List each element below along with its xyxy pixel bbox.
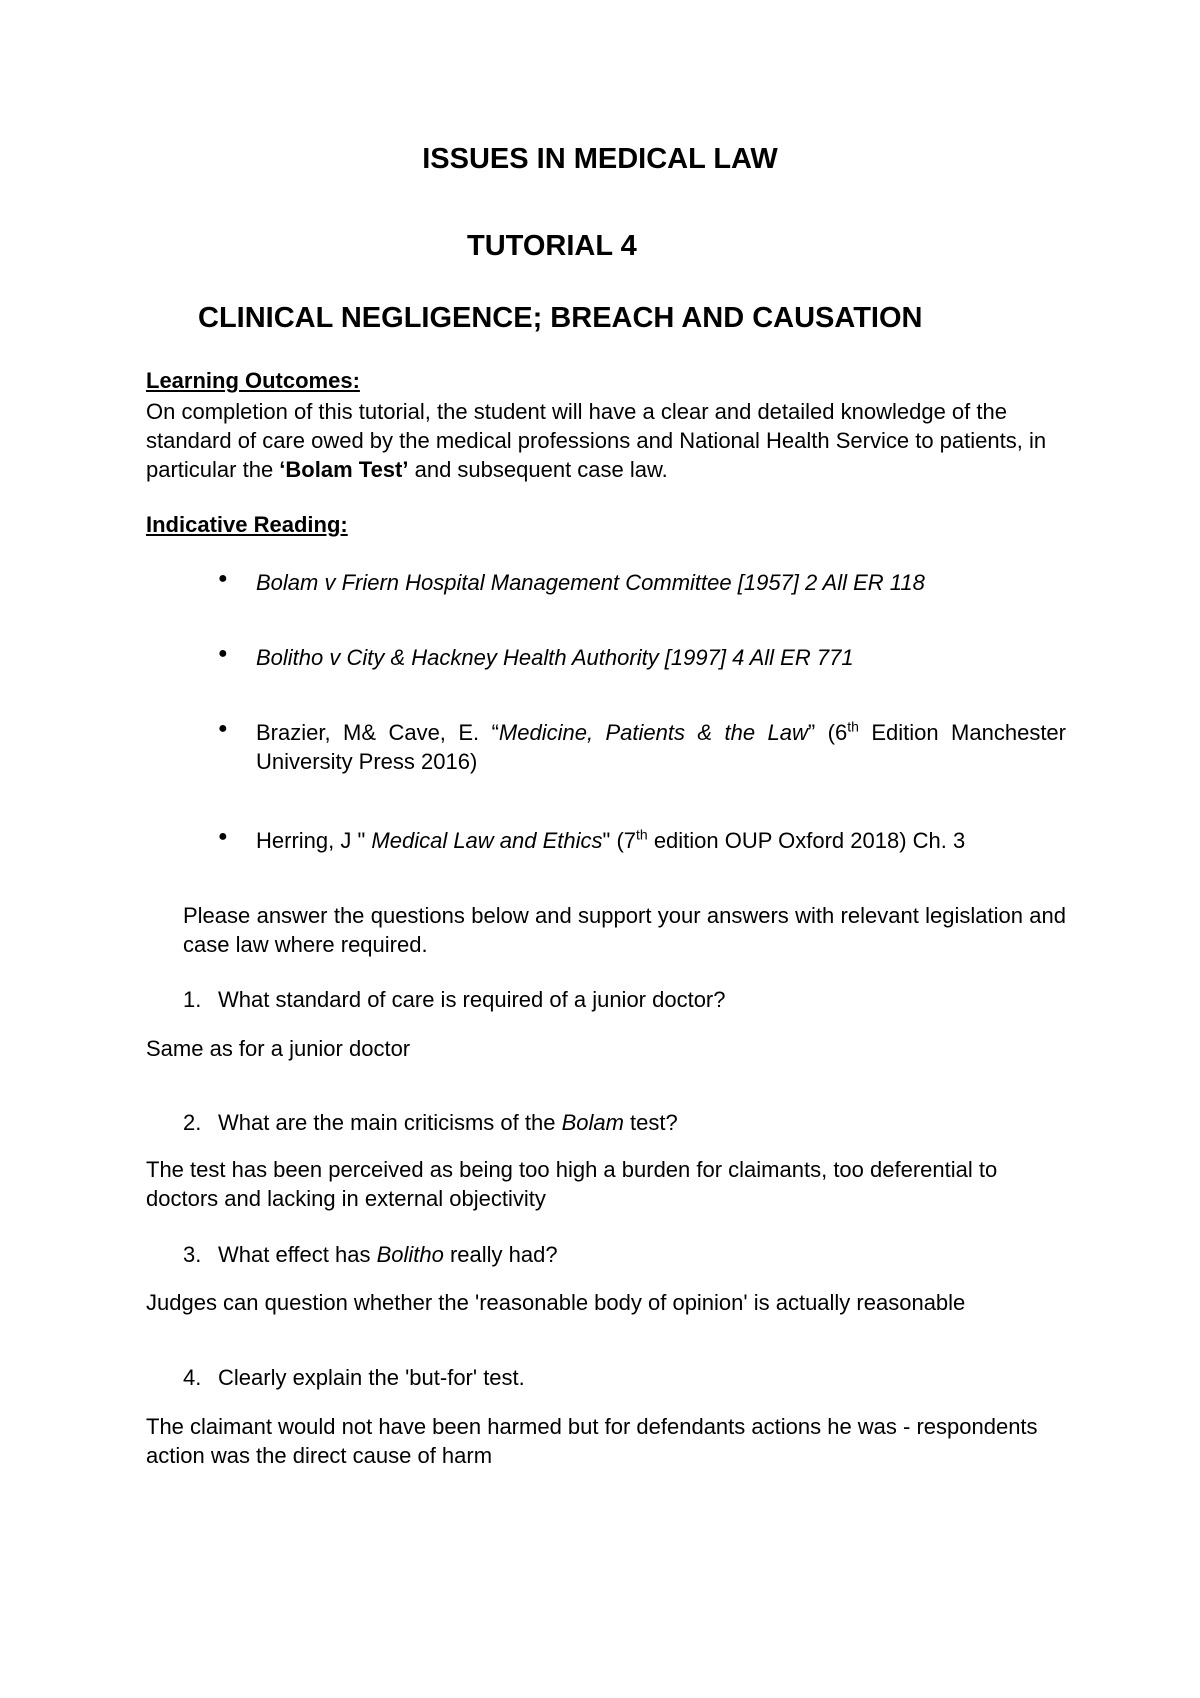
bullet-icon: ●: [218, 828, 228, 845]
superscript: th: [636, 826, 648, 843]
superscript: th: [847, 718, 859, 735]
reading-item: Bolitho v City & Hackney Health Authority [1997] 4 All ER 771: [256, 645, 854, 670]
bullet-icon: ●: [218, 570, 228, 587]
learning-outcomes-text-part: and subsequent case law.: [408, 457, 668, 482]
book-title: Medicine, Patients & the Law: [498, 720, 808, 745]
question-text: What standard of care is required of a junior doctor?: [218, 987, 726, 1012]
answer-text: Same as for a junior doctor: [146, 1036, 411, 1061]
book-title: Medical Law and Ethics: [371, 828, 603, 853]
case-name: Bolam: [561, 1110, 624, 1135]
question-number: 1.: [183, 987, 202, 1012]
document-subtitle: CLINICAL NEGLIGENCE; BREACH AND CAUSATION: [198, 302, 923, 334]
reading-item-part: " (7: [602, 828, 637, 853]
reading-item-part: edition OUP Oxford 2018) Ch. 3: [647, 828, 966, 853]
answer-text: The claimant would not have been harmed but for defendants actions he was - respondents action was the direct cause of harm: [146, 1414, 1038, 1468]
reading-item: Bolam v Friern Hospital Management Committee [1957] 2 All ER 118: [256, 570, 925, 595]
bullet-icon: ●: [218, 720, 228, 737]
question-text-part: test?: [623, 1110, 678, 1135]
question-text-part: What are the main criticisms of the: [218, 1110, 562, 1135]
question-text: Clearly explain the 'but-for' test.: [218, 1365, 525, 1390]
reading-item: [256, 718, 1066, 776]
bullet-icon: ●: [218, 645, 228, 662]
bolam-test-term: ‘Bolam Test’: [279, 457, 409, 482]
question-number: 2.: [183, 1110, 202, 1135]
question-number: 4.: [183, 1365, 202, 1390]
answer-text: The test has been perceived as being too high a burden for claimants, too deferential to doctors and lacking in external objectivity: [146, 1157, 998, 1211]
question-text: [218, 1242, 558, 1268]
learning-outcomes-text: [146, 397, 1066, 484]
reading-item-part: ” (6: [807, 720, 848, 745]
reading-item-part: Herring, J ": [256, 828, 372, 853]
instructions-text: Please answer the questions below and support your answers with relevant legislation and case law where required.: [183, 903, 1066, 957]
indicative-reading-heading: Indicative Reading:: [146, 512, 348, 537]
reading-item-part: Brazier, M& Cave, E. “: [256, 720, 499, 745]
case-name: Bolitho: [376, 1242, 444, 1267]
reading-item-part: Edition Manchester University Press 2016): [256, 720, 1066, 774]
question-text: [218, 1110, 678, 1136]
document-title: ISSUES IN MEDICAL LAW: [422, 143, 778, 175]
learning-outcomes-text-part: On completion of this tutorial, the student will have a clear and detailed knowledge of the standard of care owed by the medical professions and National Health Service to patients, in particular the: [146, 399, 1047, 482]
question-text-part: What effect has: [218, 1242, 377, 1267]
question-text-part: really had?: [443, 1242, 558, 1267]
tutorial-number: TUTORIAL 4: [467, 230, 637, 262]
reading-item: [256, 826, 1066, 855]
question-number: 3.: [183, 1242, 202, 1267]
answer-text: Judges can question whether the 'reasonable body of opinion' is actually reasonable: [146, 1290, 966, 1315]
learning-outcomes-heading: Learning Outcomes:: [146, 368, 360, 393]
